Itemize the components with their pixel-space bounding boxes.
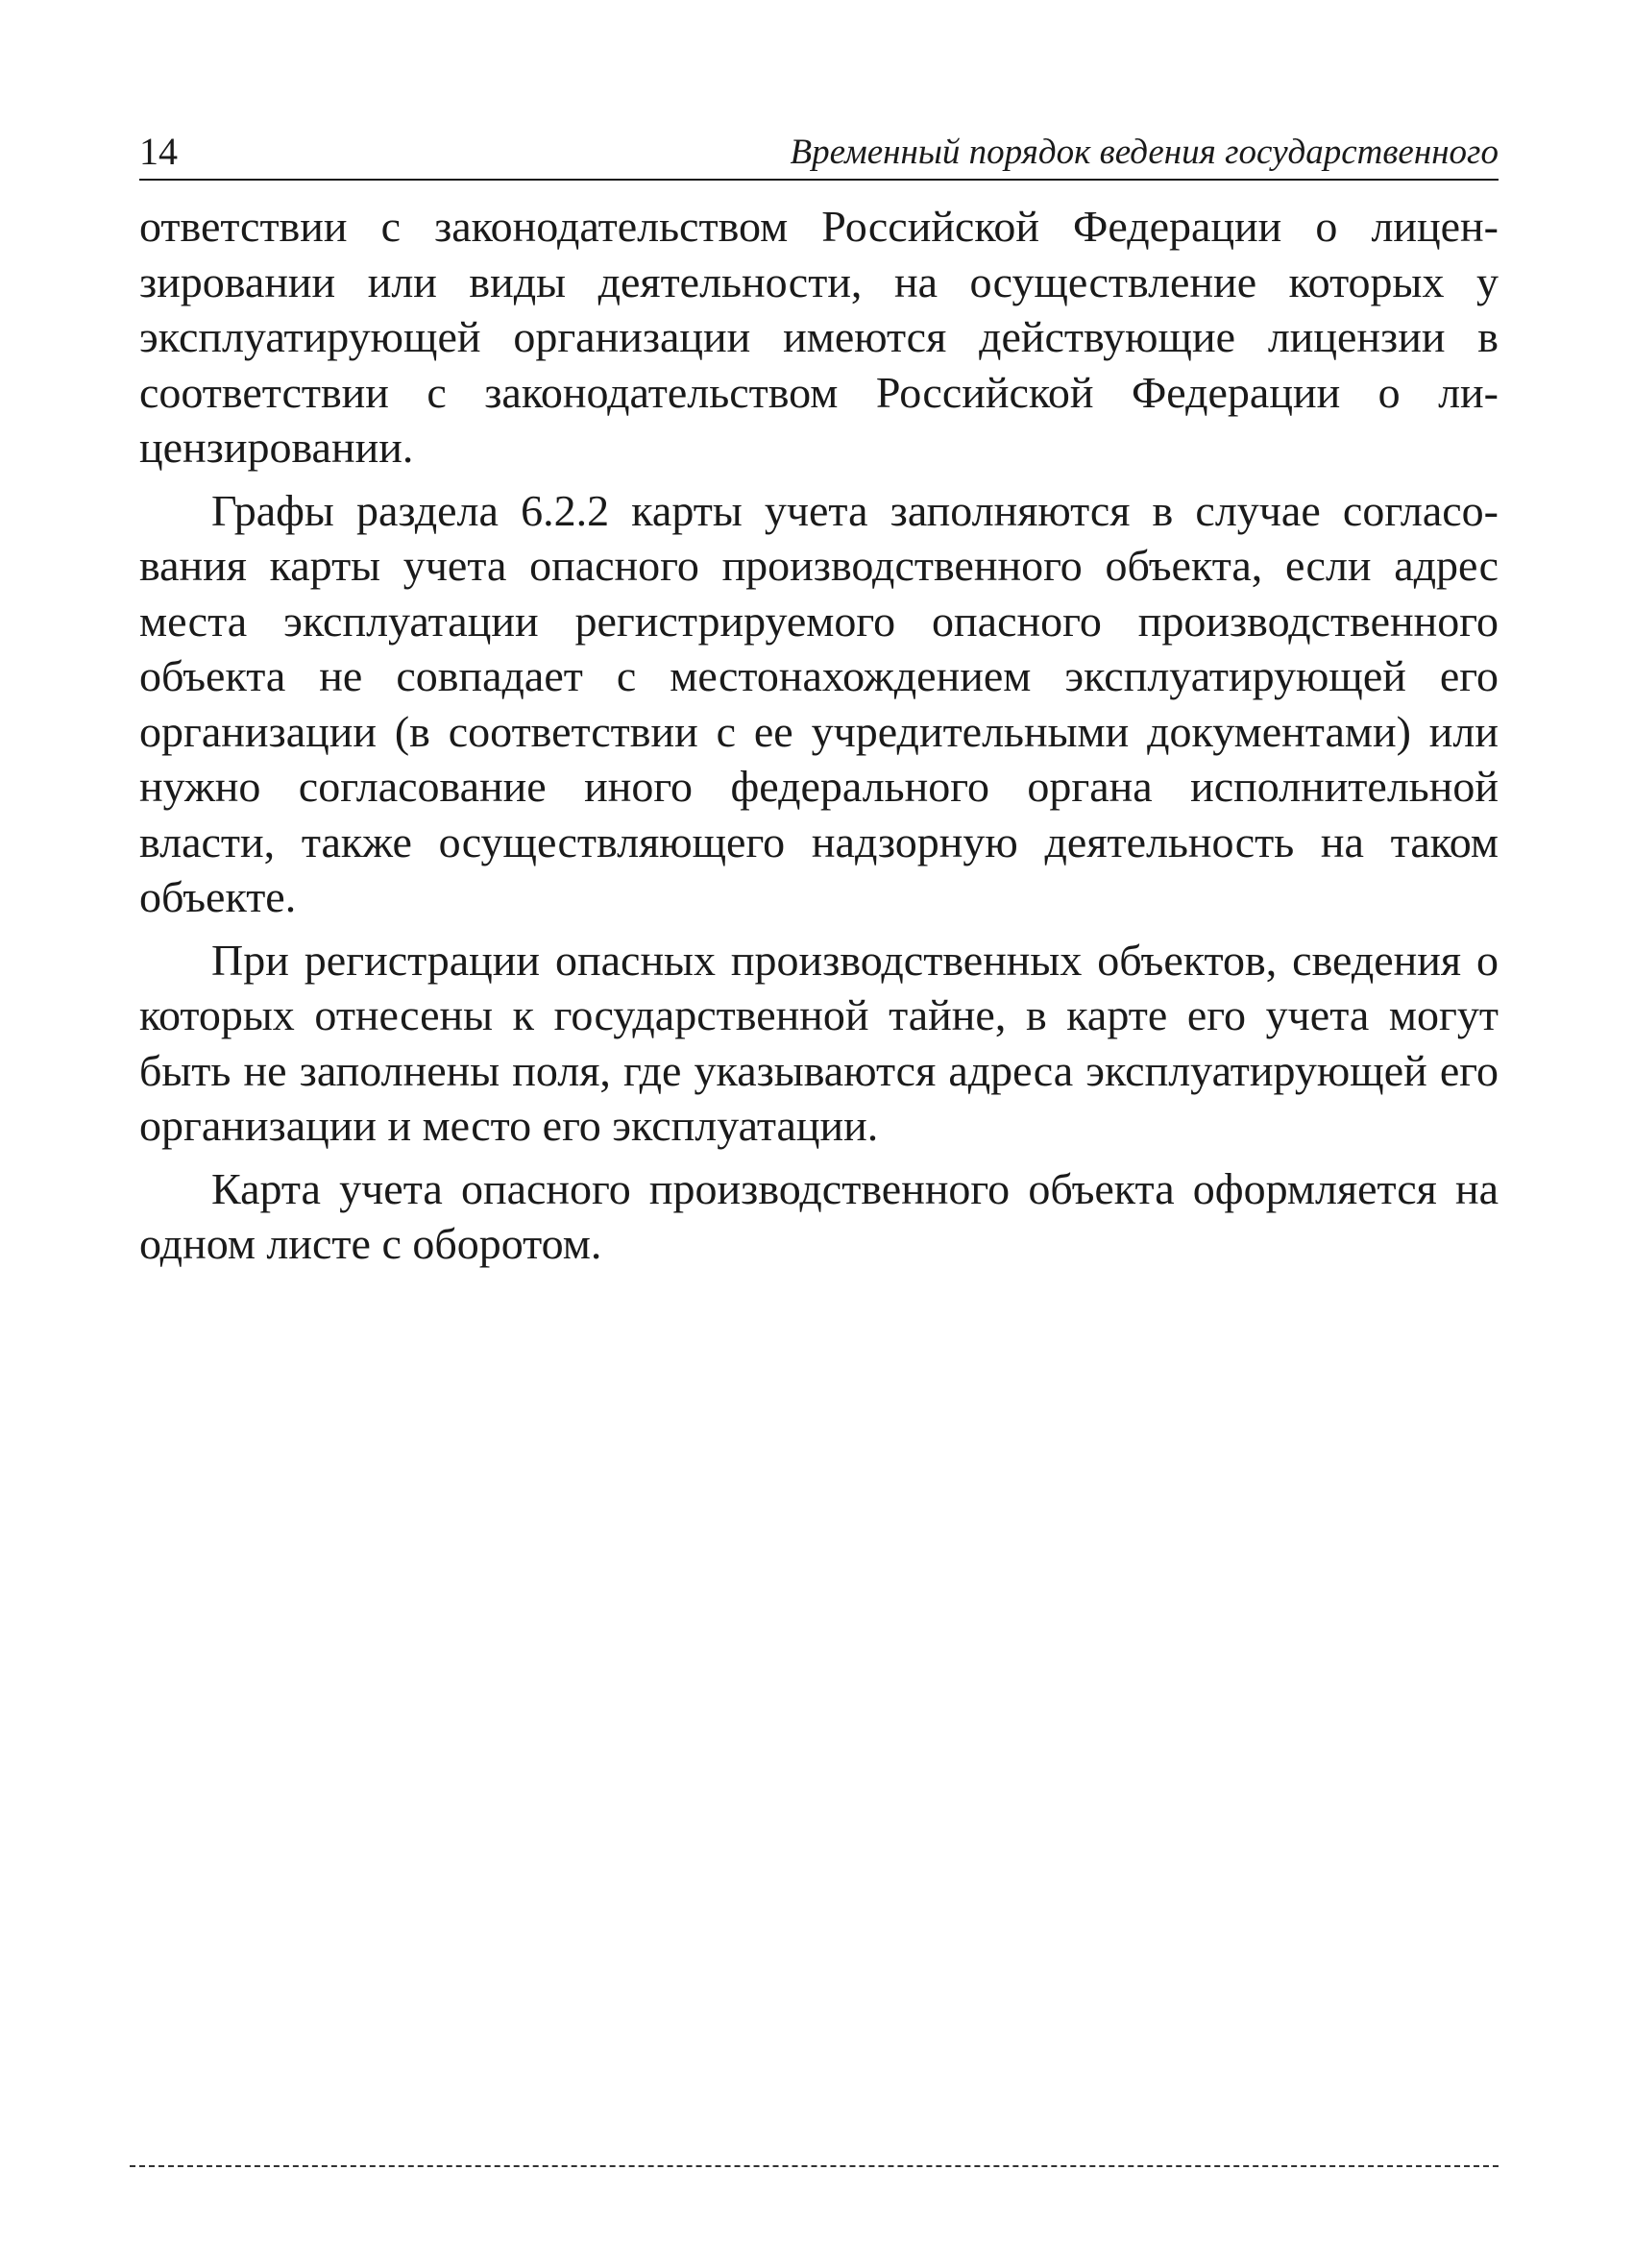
paragraph: Графы раздела 6.2.2 карты учета заполняются в случае согласования карты учета опасного производственного объекта, если адрес места эксплуатации регистрируемого опасного производственного объекта не совпадает с местонахождением эксплуатирующей его организации (в соответствии с ее учредительными документами) или нужно согласование иного федерального органа исполнительной власти, также осуществляющего надзорную деятельность на таком объекте. <box>139 485 1499 921</box>
footer-rule <box>130 2165 1499 2167</box>
paragraph: При регистрации опасных производственных объектов, сведения о которых отнесены к государственной тайне, в карте его учета могут быть не заполнены поля, где указываются адреса эксплуатирующей его организации и место его эксплуатации. <box>139 935 1499 1150</box>
paragraph-continuation: ответствии с законодательством Российской Федерации о лицензировании или виды деятельности, на осуществление которых у эксплуатирующей организации имеются действующие лицензии в соответствии с законодательством Российской Федерации о лицензировании. <box>139 202 1499 472</box>
header-rule <box>139 179 1499 181</box>
paragraph: Карта учета опасного производственного объекта оформляется на одном листе с оборотом. <box>139 1163 1499 1268</box>
running-title: Временный порядок ведения государственного <box>790 133 1499 172</box>
body-text <box>139 199 1499 1280</box>
page-number: 14 <box>139 130 178 173</box>
